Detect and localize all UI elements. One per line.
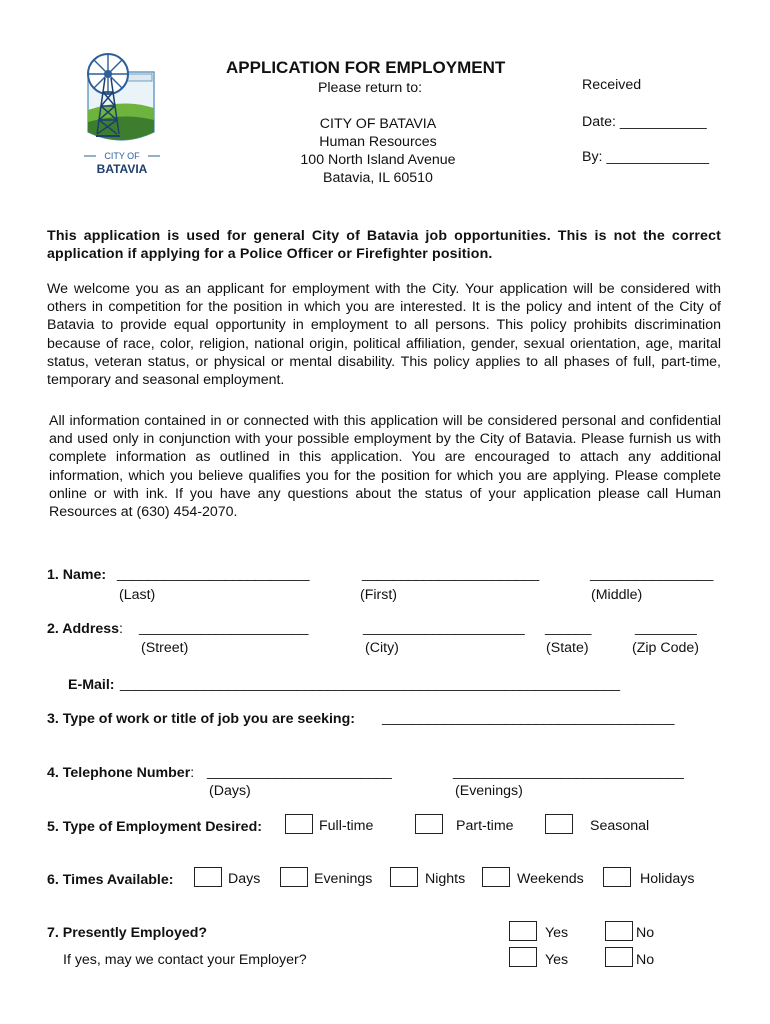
contact-no-checkbox[interactable] — [605, 947, 633, 967]
days-label: (Days) — [209, 783, 251, 799]
employed-no-label: No — [636, 925, 655, 941]
logo-text-bottom: BATAVIA — [96, 162, 148, 175]
state-field[interactable]: ______ — [545, 620, 592, 636]
contact-employer-label: If yes, may we contact your Employer? — [63, 952, 307, 968]
nights-option-label: Nights — [425, 871, 466, 887]
evenings-option-label: Evenings — [314, 871, 373, 887]
city-label: (City) — [365, 640, 399, 656]
email-field[interactable]: _________________________________________________________________ — [120, 676, 620, 692]
days-checkbox[interactable] — [194, 867, 222, 887]
last-name-field[interactable]: _________________________ — [117, 566, 310, 582]
zip-label: (Zip Code) — [632, 640, 700, 656]
phone-evenings-field[interactable]: ______________________________ — [453, 764, 684, 780]
middle-label: (Middle) — [591, 587, 643, 603]
org-name: CITY OF BATAVIA — [319, 116, 437, 132]
first-name-field[interactable]: _______________________ — [362, 566, 539, 582]
zip-field[interactable]: ________ — [635, 620, 697, 636]
weekends-option-label: Weekends — [517, 871, 584, 887]
page-title: APPLICATION FOR EMPLOYMENT — [226, 58, 506, 77]
fulltime-checkbox[interactable] — [285, 814, 313, 834]
last-label: (Last) — [119, 587, 156, 603]
employed-no-checkbox[interactable] — [605, 921, 633, 941]
contact-yes-label: Yes — [545, 952, 569, 968]
contact-no-label: No — [636, 952, 655, 968]
logo-text-top: CITY OF — [104, 151, 140, 161]
street-field[interactable]: ______________________ — [139, 620, 309, 636]
city-address: Batavia, IL 60510 — [323, 170, 433, 186]
employed-label: 7. Presently Employed? — [47, 925, 208, 941]
city-field[interactable]: _____________________ — [363, 620, 525, 636]
job-label: 3. Type of work or title of job you are seeking: — [47, 711, 355, 727]
by-field[interactable]: By: _____________ — [582, 149, 710, 165]
seasonal-checkbox[interactable] — [545, 814, 573, 834]
street-address: 100 North Island Avenue — [300, 152, 456, 168]
fulltime-label: Full-time — [319, 818, 374, 834]
phone-days-field[interactable]: ________________________ — [207, 764, 392, 780]
job-field[interactable]: ______________________________________ — [382, 710, 675, 726]
nights-checkbox[interactable] — [390, 867, 418, 887]
weekends-checkbox[interactable] — [482, 867, 510, 887]
holidays-checkbox[interactable] — [603, 867, 631, 887]
holidays-option-label: Holidays — [640, 871, 695, 887]
days-option-label: Days — [228, 871, 261, 887]
parttime-checkbox[interactable] — [415, 814, 443, 834]
street-label: (Street) — [141, 640, 189, 656]
employed-yes-checkbox[interactable] — [509, 921, 537, 941]
email-label: E-Mail: — [68, 677, 115, 693]
middle-name-field[interactable]: ________________ — [590, 566, 714, 582]
state-label: (State) — [546, 640, 589, 656]
evenings-checkbox[interactable] — [280, 867, 308, 887]
seasonal-label: Seasonal — [590, 818, 650, 834]
evenings-label: (Evenings) — [455, 783, 523, 799]
notice-text: This application is used for general City of Batavia job opportunities. This is not the correct application if applying for a Police Officer or Firefighter position. — [47, 228, 721, 263]
dept-name: Human Resources — [319, 134, 437, 150]
date-field[interactable]: Date: ___________ — [582, 114, 707, 130]
welcome-text: We welcome you as an applicant for employment with the City. Your application will be considered with others in competition for the position in which you are interested. It is the policy and intent of the City of Batavia to provide equal opportunity in employment to all persons. This policy prohibits discrimination because of race, color, religion, national origin, political affiliation, gender, sexual orientation, age, marital status, veteran status, or physical or mental disability. This policy applies to all phases of full, part-time, temporary and seasonal employment. — [47, 281, 721, 389]
parttime-label: Part-time — [456, 818, 514, 834]
employed-yes-label: Yes — [545, 925, 569, 941]
first-label: (First) — [360, 587, 398, 603]
times-label: 6. Times Available: — [47, 872, 174, 888]
confidential-text: All information contained in or connected with this application will be considered personal and confidential and used only in conjunction with your possible employment by the City of Batavia. Please furnish us with complete information as outlined in this application. You are encouraged to attach any additional information, which you believe qualifies you for the position for which you are applying. Please complete online or with ink. If you have any questions about the status of your application please call Human Resources at (630) 454-2070. — [49, 413, 721, 521]
return-to-label: Please return to: — [317, 80, 423, 96]
received-label: Received — [582, 77, 642, 93]
city-of-batavia-logo — [82, 50, 162, 175]
name-label: 1. Name: — [47, 567, 107, 583]
contact-yes-checkbox[interactable] — [509, 947, 537, 967]
address-label: 2. Address: — [47, 621, 123, 637]
emp-type-label: 5. Type of Employment Desired: — [47, 819, 262, 835]
phone-label: 4. Telephone Number: — [47, 765, 195, 781]
